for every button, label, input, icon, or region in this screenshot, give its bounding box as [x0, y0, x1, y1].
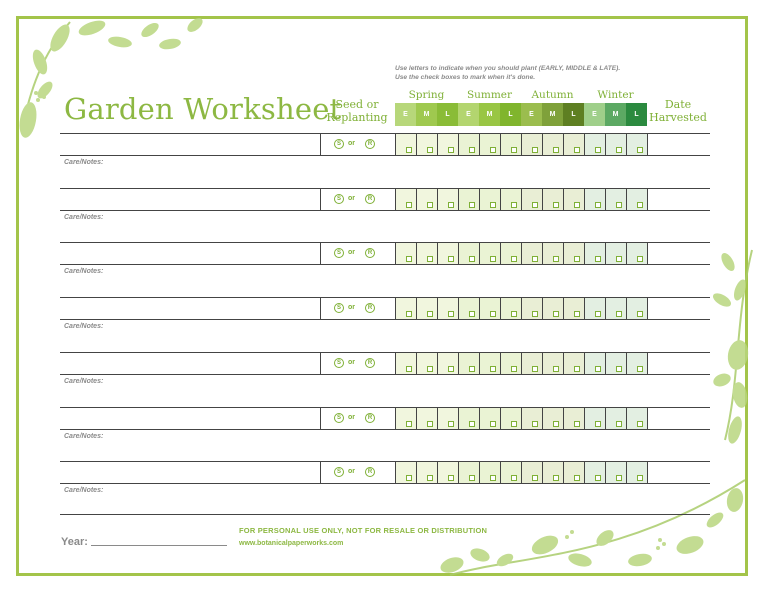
column-divider — [416, 242, 417, 264]
plant-name-field[interactable] — [60, 298, 318, 318]
column-divider — [479, 133, 480, 155]
planting-checkbox[interactable] — [637, 256, 643, 262]
planting-checkbox[interactable] — [595, 147, 601, 153]
column-divider — [395, 297, 396, 319]
season-letter-summer-m: M — [479, 103, 500, 126]
planting-checkbox[interactable] — [406, 366, 412, 372]
column-divider — [395, 242, 396, 264]
column-divider — [479, 407, 480, 429]
column-divider — [320, 188, 321, 210]
planting-checkbox[interactable] — [616, 147, 622, 153]
table-row — [60, 407, 710, 462]
row-middle-line — [60, 319, 710, 320]
column-divider — [626, 188, 627, 210]
column-divider — [479, 297, 480, 319]
column-divider — [437, 352, 438, 374]
planting-checkbox[interactable] — [427, 421, 433, 427]
seed-option[interactable]: S — [334, 194, 344, 204]
column-divider — [320, 461, 321, 483]
footer-notice: FOR PERSONAL USE ONLY, NOT FOR RESALE OR DISTRIBUTION — [239, 526, 488, 535]
or-text: or — [348, 249, 355, 257]
column-divider — [458, 297, 459, 319]
date-harvested-field[interactable] — [648, 189, 710, 209]
planting-checkbox[interactable] — [406, 475, 412, 481]
column-divider — [605, 352, 606, 374]
planting-checkbox[interactable] — [574, 366, 580, 372]
table-row — [60, 461, 710, 516]
planting-checkbox[interactable] — [574, 421, 580, 427]
or-text: or — [348, 140, 355, 147]
season-letter-autumn-e: E — [521, 103, 542, 126]
planting-checkbox[interactable] — [595, 475, 601, 481]
planting-checkbox[interactable] — [448, 421, 454, 427]
planting-checkbox[interactable] — [637, 421, 643, 427]
seed-option[interactable]: S — [334, 358, 344, 368]
seed-or-replant-selector — [323, 358, 383, 370]
planting-checkbox[interactable] — [490, 366, 496, 372]
column-divider — [395, 352, 396, 374]
planting-checkbox[interactable] — [532, 256, 538, 262]
column-divider — [542, 352, 543, 374]
seed-or-replant-selector — [323, 248, 383, 260]
seed-option[interactable]: S — [334, 139, 344, 149]
planting-checkbox[interactable] — [616, 311, 622, 317]
column-divider — [500, 407, 501, 429]
bottom-line — [60, 514, 710, 515]
season-label-winter: Winter — [597, 89, 634, 101]
seed-option[interactable]: S — [334, 413, 344, 423]
season-label-autumn: Autumn — [531, 89, 574, 101]
planting-checkbox[interactable] — [637, 147, 643, 153]
column-divider — [500, 352, 501, 374]
season-letter-winter-e: E — [584, 103, 605, 126]
season-letter-winter-m: M — [605, 103, 626, 126]
date-harvested-field[interactable] — [648, 243, 710, 263]
planting-checkbox[interactable] — [574, 311, 580, 317]
column-divider — [416, 188, 417, 210]
care-notes-field[interactable] — [120, 212, 708, 240]
planting-checkbox[interactable] — [490, 256, 496, 262]
column-divider — [437, 297, 438, 319]
planting-checkbox[interactable] — [448, 256, 454, 262]
seed-header-line-2: Replanting — [326, 111, 388, 124]
date-harvested-header — [646, 98, 710, 124]
column-divider — [416, 407, 417, 429]
planting-checkbox[interactable] — [469, 256, 475, 262]
planting-checkbox[interactable] — [532, 421, 538, 427]
column-divider — [479, 461, 480, 483]
date-harvested-field[interactable] — [648, 353, 710, 373]
column-divider — [626, 242, 627, 264]
season-letter-winter-l: L — [626, 103, 647, 126]
column-divider — [626, 461, 627, 483]
seed-option[interactable]: S — [334, 467, 344, 477]
date-header-line-2: Harvested — [649, 111, 707, 124]
column-divider — [500, 461, 501, 483]
planting-checkbox[interactable] — [553, 147, 559, 153]
column-divider — [320, 297, 321, 319]
column-divider — [605, 242, 606, 264]
column-divider — [395, 133, 396, 155]
row-middle-line — [60, 429, 710, 430]
column-divider — [605, 461, 606, 483]
column-divider — [521, 352, 522, 374]
seed-header-line-1: Seed or — [335, 98, 379, 111]
planting-checkbox[interactable] — [553, 311, 559, 317]
date-harvested-field[interactable] — [648, 408, 710, 428]
care-notes-label: Care/Notes: — [64, 213, 104, 221]
column-divider — [542, 461, 543, 483]
column-divider — [563, 352, 564, 374]
planting-checkbox[interactable] — [490, 421, 496, 427]
year-input-line[interactable] — [91, 545, 227, 546]
planting-checkbox[interactable] — [490, 475, 496, 481]
planting-checkbox[interactable] — [490, 311, 496, 317]
planting-checkbox[interactable] — [448, 366, 454, 372]
instruction-line-1: Use letters to indicate when you should plant (EARLY, MIDDLE & LATE). — [395, 65, 621, 72]
column-divider — [626, 297, 627, 319]
planting-checkbox[interactable] — [616, 256, 622, 262]
seed-or-replanting-header — [322, 98, 392, 124]
planting-checkbox[interactable] — [616, 366, 622, 372]
care-notes-field[interactable] — [120, 376, 708, 404]
planting-checkbox[interactable] — [427, 475, 433, 481]
planting-checkbox[interactable] — [469, 311, 475, 317]
plant-name-field[interactable] — [60, 462, 318, 482]
column-divider — [521, 133, 522, 155]
footer-url[interactable]: www.botanicalpaperworks.com — [239, 540, 344, 547]
column-divider — [521, 297, 522, 319]
planting-checkbox[interactable] — [406, 421, 412, 427]
column-divider — [542, 407, 543, 429]
instructions — [395, 64, 620, 82]
care-notes-field[interactable] — [120, 321, 708, 349]
planting-checkbox[interactable] — [553, 366, 559, 372]
row-middle-line — [60, 264, 710, 265]
planting-checkbox[interactable] — [406, 202, 412, 208]
planting-checkbox[interactable] — [427, 256, 433, 262]
seed-or-replant-selector — [323, 139, 383, 151]
season-letter-autumn-l: L — [563, 103, 584, 126]
planting-checkbox[interactable] — [574, 256, 580, 262]
column-divider — [584, 407, 585, 429]
column-divider — [584, 461, 585, 483]
seed-option[interactable]: S — [334, 303, 344, 313]
instruction-line-2: Use the check boxes to mark when it's done. — [395, 74, 536, 81]
planting-checkbox[interactable] — [427, 202, 433, 208]
season-letter-summer-l: L — [500, 103, 521, 126]
planting-checkbox[interactable] — [448, 202, 454, 208]
column-divider — [563, 242, 564, 264]
plant-name-field[interactable] — [60, 189, 318, 209]
column-divider — [500, 297, 501, 319]
planting-checkbox[interactable] — [406, 256, 412, 262]
column-divider — [626, 407, 627, 429]
or-text: or — [348, 413, 355, 421]
column-divider — [584, 188, 585, 210]
planting-checkbox[interactable] — [532, 475, 538, 481]
planting-checkbox[interactable] — [469, 202, 475, 208]
column-divider — [563, 461, 564, 483]
care-notes-field[interactable] — [120, 157, 708, 185]
column-divider — [521, 407, 522, 429]
planting-checkbox[interactable] — [469, 147, 475, 153]
care-notes-field[interactable] — [120, 266, 708, 294]
column-divider — [500, 133, 501, 155]
column-divider — [458, 188, 459, 210]
plant-name-field[interactable] — [60, 134, 318, 154]
planting-checkbox[interactable] — [511, 202, 517, 208]
column-divider — [500, 188, 501, 210]
column-divider — [542, 133, 543, 155]
column-divider — [437, 133, 438, 155]
season-label-summer: Summer — [466, 89, 513, 101]
planting-checkbox[interactable] — [574, 475, 580, 481]
planting-checkbox[interactable] — [406, 147, 412, 153]
or-text: or — [348, 358, 355, 366]
care-notes-label: Care/Notes: — [64, 159, 104, 166]
row-middle-line — [60, 155, 710, 156]
replant-option[interactable]: R — [365, 467, 375, 477]
season-letter-spring-l: L — [437, 103, 458, 126]
seed-option[interactable]: S — [334, 248, 344, 258]
column-divider — [416, 133, 417, 155]
column-divider — [458, 461, 459, 483]
column-divider — [458, 133, 459, 155]
table-row — [60, 297, 710, 352]
column-divider — [605, 407, 606, 429]
column-divider — [626, 352, 627, 374]
column-divider — [605, 188, 606, 210]
column-divider — [584, 242, 585, 264]
column-divider — [416, 352, 417, 374]
planting-checkbox[interactable] — [448, 311, 454, 317]
season-letter-summer-e: E — [458, 103, 479, 126]
table-row — [60, 352, 710, 407]
seed-or-replant-selector — [323, 303, 383, 315]
season-label-spring: Spring — [408, 89, 445, 101]
column-divider — [605, 133, 606, 155]
table-row — [60, 188, 710, 243]
column-divider — [479, 188, 480, 210]
column-divider — [320, 407, 321, 429]
column-divider — [395, 461, 396, 483]
column-divider — [458, 242, 459, 264]
column-divider — [563, 407, 564, 429]
planting-checkbox[interactable] — [616, 202, 622, 208]
planting-checkbox[interactable] — [574, 202, 580, 208]
replant-option[interactable]: R — [365, 139, 375, 149]
column-divider — [320, 242, 321, 264]
column-divider — [500, 242, 501, 264]
column-divider — [521, 461, 522, 483]
column-divider — [626, 133, 627, 155]
date-harvested-field[interactable] — [648, 462, 710, 482]
seed-or-replant-selector — [323, 467, 383, 479]
planting-checkbox[interactable] — [469, 475, 475, 481]
replant-option[interactable]: R — [365, 413, 375, 423]
column-divider — [605, 297, 606, 319]
date-harvested-field[interactable] — [648, 134, 710, 154]
column-divider — [320, 133, 321, 155]
row-middle-line — [60, 483, 710, 484]
column-divider — [584, 352, 585, 374]
care-notes-label: Care/Notes: — [64, 377, 104, 385]
row-middle-line — [60, 374, 710, 375]
planting-checkbox[interactable] — [490, 202, 496, 208]
replant-option[interactable]: R — [365, 303, 375, 313]
planting-checkbox[interactable] — [553, 421, 559, 427]
column-divider — [563, 297, 564, 319]
column-divider — [437, 461, 438, 483]
planting-checkbox[interactable] — [553, 202, 559, 208]
season-letter-spring-e: E — [395, 103, 416, 126]
planting-checkbox[interactable] — [511, 256, 517, 262]
date-header-line-1: Date — [664, 98, 692, 111]
column-divider — [542, 242, 543, 264]
planting-checkbox[interactable] — [448, 147, 454, 153]
planting-checkbox[interactable] — [511, 366, 517, 372]
planting-checkbox[interactable] — [637, 366, 643, 372]
planting-checkbox[interactable] — [616, 421, 622, 427]
planting-checkbox[interactable] — [469, 366, 475, 372]
planting-checkbox[interactable] — [490, 147, 496, 153]
plant-name-field[interactable] — [60, 353, 318, 373]
planting-checkbox[interactable] — [469, 421, 475, 427]
planting-checkbox[interactable] — [595, 311, 601, 317]
column-divider — [584, 133, 585, 155]
column-divider — [320, 352, 321, 374]
column-divider — [458, 407, 459, 429]
planting-checkbox[interactable] — [511, 421, 517, 427]
column-divider — [395, 407, 396, 429]
planting-checkbox[interactable] — [616, 475, 622, 481]
care-notes-label: Care/Notes: — [64, 268, 104, 276]
column-divider — [584, 297, 585, 319]
planting-checkbox[interactable] — [595, 256, 601, 262]
planting-checkbox[interactable] — [637, 202, 643, 208]
table-row — [60, 242, 710, 297]
planting-checkbox[interactable] — [637, 311, 643, 317]
column-divider — [479, 352, 480, 374]
column-divider — [416, 297, 417, 319]
column-divider — [458, 352, 459, 374]
planting-checkbox[interactable] — [532, 311, 538, 317]
planting-checkbox[interactable] — [532, 202, 538, 208]
planting-checkbox[interactable] — [511, 475, 517, 481]
column-divider — [563, 188, 564, 210]
care-notes-field[interactable] — [120, 485, 708, 513]
planting-checkbox[interactable] — [574, 147, 580, 153]
column-divider — [416, 461, 417, 483]
page-title: Garden Worksheet — [64, 92, 342, 126]
column-divider — [542, 297, 543, 319]
planting-checkbox[interactable] — [637, 475, 643, 481]
planting-checkbox[interactable] — [448, 475, 454, 481]
planting-checkbox[interactable] — [427, 311, 433, 317]
planting-checkbox[interactable] — [553, 256, 559, 262]
replant-option[interactable]: R — [365, 194, 375, 204]
planting-checkbox[interactable] — [532, 147, 538, 153]
planting-checkbox[interactable] — [427, 366, 433, 372]
season-letter-spring-m: M — [416, 103, 437, 126]
care-notes-label: Care/Notes: — [64, 323, 104, 331]
year-label: Year: — [61, 536, 88, 548]
replant-option[interactable]: R — [365, 358, 375, 368]
care-notes-label: Care/Notes: — [64, 487, 104, 495]
column-divider — [479, 242, 480, 264]
planting-checkbox[interactable] — [427, 147, 433, 153]
column-divider — [521, 242, 522, 264]
or-text: or — [348, 194, 355, 202]
care-notes-field[interactable] — [120, 431, 708, 459]
plant-name-field[interactable] — [60, 408, 318, 428]
plant-name-field[interactable] — [60, 243, 318, 263]
care-notes-label: Care/Notes: — [64, 432, 104, 440]
planting-checkbox[interactable] — [595, 202, 601, 208]
or-text: or — [348, 468, 355, 476]
planting-checkbox[interactable] — [406, 311, 412, 317]
column-divider — [437, 188, 438, 210]
column-divider — [437, 407, 438, 429]
date-harvested-field[interactable] — [648, 298, 710, 318]
planting-checkbox[interactable] — [511, 311, 517, 317]
planting-checkbox[interactable] — [511, 147, 517, 153]
replant-option[interactable]: R — [365, 248, 375, 258]
column-divider — [395, 188, 396, 210]
column-divider — [437, 242, 438, 264]
row-middle-line — [60, 210, 710, 211]
table-row — [60, 133, 710, 188]
planting-checkbox[interactable] — [595, 421, 601, 427]
planting-checkbox[interactable] — [553, 475, 559, 481]
column-divider — [542, 188, 543, 210]
seed-or-replant-selector — [323, 413, 383, 425]
planting-checkbox[interactable] — [595, 366, 601, 372]
seed-or-replant-selector — [323, 194, 383, 206]
planting-checkbox[interactable] — [532, 366, 538, 372]
column-divider — [521, 188, 522, 210]
season-letter-autumn-m: M — [542, 103, 563, 126]
or-text: or — [348, 304, 355, 312]
column-divider — [563, 133, 564, 155]
